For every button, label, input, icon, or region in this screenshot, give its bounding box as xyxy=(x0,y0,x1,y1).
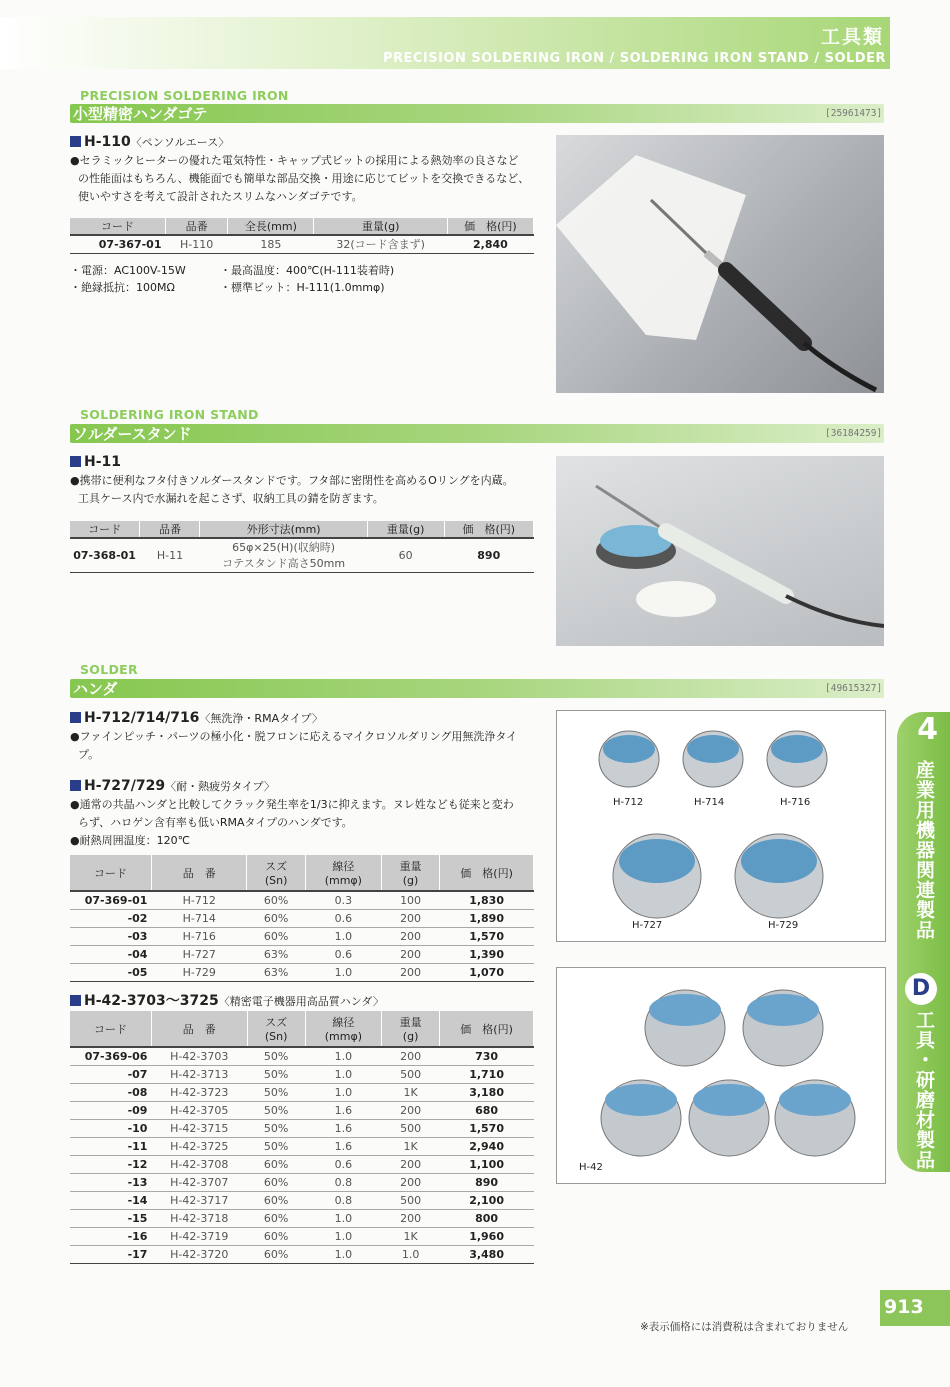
cell-price: 1,070 xyxy=(440,963,534,981)
cell-diameter: 1.0 xyxy=(305,1065,381,1083)
section-iron-code: [25961473] xyxy=(825,108,883,119)
cell-tin: 50% xyxy=(247,1101,305,1119)
cell-price: 1,570 xyxy=(440,927,534,945)
cell-price: 890 xyxy=(440,1173,534,1191)
model-h712-heading: H-712/714/716〈無洗浄・RMAタイプ〉 xyxy=(70,710,323,726)
cell-weight: 200 xyxy=(381,1209,439,1227)
page-category-subtitle: PRECISION SOLDERING IRON / SOLDERING IRON STAND / SOLDER xyxy=(382,51,886,66)
model-h42-heading: H-42-3703〜3725〈精密電子機器用高品質ハンダ〉 xyxy=(70,990,384,1010)
cell-diameter: 0.6 xyxy=(305,1155,381,1173)
cell-weight: 500 xyxy=(381,1191,439,1209)
cell-diameter: 1.0 xyxy=(305,1209,381,1227)
table-row xyxy=(70,945,534,963)
cell-model: H-42-3713 xyxy=(151,1065,247,1083)
cell-tin: 50% xyxy=(247,1083,305,1101)
th-model: 品 番 xyxy=(151,1011,247,1047)
cell-weight: 100 xyxy=(381,891,439,909)
cell-weight: 500 xyxy=(381,1065,439,1083)
cell-weight: 200 xyxy=(381,963,439,981)
cell-code: -04 xyxy=(70,945,151,963)
cell-diameter: 0.6 xyxy=(305,945,381,963)
cell-weight: 1K xyxy=(381,1083,439,1101)
cell-price: 1,390 xyxy=(440,945,534,963)
cell-diameter: 1.0 xyxy=(305,1083,381,1101)
cell-model: H-42-3725 xyxy=(151,1137,247,1155)
cell-price: 680 xyxy=(440,1101,534,1119)
solder-spools-photo-1 xyxy=(556,710,886,942)
model-h11-description: ●携帯に便利なフタ付きソルダースタンドです。フタ部に密閉性を高めるOリングを内蔵。 工具ケース内で水漏れを起こさず、収納工具の錆を防ぎます。 xyxy=(70,474,514,505)
stand-illustration xyxy=(556,456,884,646)
page-category-title: 工具類 xyxy=(820,26,884,48)
model-h727-heading: H-727/729〈耐・熱疲労タイプ〉 xyxy=(70,778,275,794)
cell-weight: 200 xyxy=(381,1173,439,1191)
cell-model: H-42-3708 xyxy=(151,1155,247,1173)
cell-code: -13 xyxy=(70,1173,151,1191)
model-h727-description: ●通常の共晶ハンダと比較してクラック発生率を1/3に抑えます。ヌレ姓なども従来と変わ らず、ハロゲン含有率も低いRMAタイプのハンダです。 ●耐熱周囲温度：120℃ xyxy=(70,798,514,847)
solder-spools-illustration-1 xyxy=(557,711,885,941)
spool-label-h729: H-729 xyxy=(768,920,799,931)
model-h11-heading: H-11 xyxy=(70,454,121,470)
cell-diameter: 1.0 xyxy=(305,963,381,981)
cell-model: H-714 xyxy=(151,909,247,927)
section-iron-bar xyxy=(70,104,884,123)
cell-model: H-716 xyxy=(151,927,247,945)
table-row xyxy=(70,1227,534,1245)
th-tin: スズ (Sn) xyxy=(247,855,305,891)
cell-price: 1,830 xyxy=(440,891,534,909)
th-model: 品 番 xyxy=(151,855,247,891)
cell-diameter: 1.6 xyxy=(305,1101,381,1119)
section-solder-bar xyxy=(70,679,884,698)
cell-code: -08 xyxy=(70,1083,151,1101)
cell-model: H-42-3723 xyxy=(151,1083,247,1101)
cell-diameter: 0.6 xyxy=(305,909,381,927)
cell-tin: 60% xyxy=(247,1245,305,1263)
spec-max-temp: ・最高温度：400℃(H-111装着時) xyxy=(220,264,395,277)
subchapter-letter: D xyxy=(905,973,937,1005)
th-diameter: 線径 (mmφ) xyxy=(305,855,381,891)
section-stand-code: [36184259] xyxy=(825,428,883,439)
spool-label-h716: H-716 xyxy=(780,797,811,808)
table-row xyxy=(70,909,534,927)
solder-spools-photo-2 xyxy=(556,967,886,1184)
th-length: 全長(mm) xyxy=(228,218,314,235)
table-row xyxy=(70,1083,534,1101)
table-row xyxy=(70,1191,534,1209)
spool-label-h714: H-714 xyxy=(694,797,725,808)
th-model: 品番 xyxy=(140,521,200,538)
table-h11 xyxy=(70,521,534,573)
th-weight: 重量 (g) xyxy=(381,1011,439,1047)
spool-label-h712: H-712 xyxy=(613,797,644,808)
section-solder-title: ハンダ xyxy=(73,680,118,698)
bullet-square-icon xyxy=(70,456,81,467)
spec-power: ・電源：AC100V-15W xyxy=(70,264,186,277)
table-row xyxy=(70,1101,534,1119)
cell-tin: 60% xyxy=(247,1155,305,1173)
th-weight: 重量(g) xyxy=(314,218,447,235)
table-h712-h729 xyxy=(70,855,534,982)
table-h42-body xyxy=(70,1047,534,1263)
cell-diameter: 1.0 xyxy=(305,1245,381,1263)
cell-price: 730 xyxy=(440,1047,534,1065)
cell-model: H-42-3703 xyxy=(151,1047,247,1065)
table-row xyxy=(70,1209,534,1227)
cell-tin: 63% xyxy=(247,963,305,981)
cell-weight: 200 xyxy=(381,909,439,927)
cell-code: -03 xyxy=(70,927,151,945)
cell-code: -02 xyxy=(70,909,151,927)
table-h110 xyxy=(70,218,534,254)
spec-insulation: ・絶縁抵抗：100MΩ xyxy=(70,281,175,294)
cell-price: 1,100 xyxy=(440,1155,534,1173)
cell-code: -12 xyxy=(70,1155,151,1173)
cell-diameter: 0.8 xyxy=(305,1173,381,1191)
cell-code: -10 xyxy=(70,1119,151,1137)
cell-model: H-42-3707 xyxy=(151,1173,247,1191)
table-row xyxy=(70,1119,534,1137)
cell-model: H-42-3720 xyxy=(151,1245,247,1263)
cell-diameter: 1.6 xyxy=(305,1119,381,1137)
th-price: 価 格(円) xyxy=(444,521,533,538)
cell-price: 1,710 xyxy=(440,1065,534,1083)
cell-code: -05 xyxy=(70,963,151,981)
bullet-square-icon xyxy=(70,995,81,1006)
cell-tin: 60% xyxy=(247,891,305,909)
cell-tin: 60% xyxy=(247,927,305,945)
th-code: コード xyxy=(70,1011,151,1047)
section-iron-title: 小型精密ハンダゴテ xyxy=(73,105,208,123)
table-h712-body xyxy=(70,891,534,981)
section-stand-title: ソルダースタンド xyxy=(73,425,192,443)
cell-tin: 50% xyxy=(247,1047,305,1065)
table-row xyxy=(70,1047,534,1065)
model-h110-heading: H-110〈ペンソルエース〉 xyxy=(70,134,229,150)
chapter-number: 4 xyxy=(917,712,938,747)
table-h42 xyxy=(70,1011,534,1264)
table-row xyxy=(70,1065,534,1083)
spec-standard-bit: ・標準ビット：H-111(1.0mmφ) xyxy=(220,281,385,294)
cell-price: 2,100 xyxy=(440,1191,534,1209)
cell-diameter: 0.3 xyxy=(305,891,381,909)
cell-tin: 63% xyxy=(247,945,305,963)
cell-price: 1,890 xyxy=(440,909,534,927)
cell-weight: 1K xyxy=(381,1137,439,1155)
soldering-iron-photo xyxy=(556,135,884,393)
model-h712-description: ●ファインピッチ・パーツの極小化・脱フロンに応えるマイクロソルダリング用無洗浄タイ プ。 xyxy=(70,730,518,761)
cell-weight: 200 xyxy=(381,927,439,945)
page-number: 913 xyxy=(884,1296,924,1318)
soldering-iron-illustration xyxy=(556,135,884,393)
section-solder-code: [49615327] xyxy=(825,683,883,694)
cell-code: -09 xyxy=(70,1101,151,1119)
section-stand-bar xyxy=(70,424,884,443)
spool-label-h727: H-727 xyxy=(632,920,663,931)
bullet-square-icon xyxy=(70,136,81,147)
bullet-square-icon xyxy=(70,712,81,723)
chapter-title: 産業用機器関連製品 xyxy=(913,760,935,940)
cell-tin: 60% xyxy=(247,1209,305,1227)
table-row: 07-368-01 H-11 65φ×25(H)(収納時) コテスタンド高さ50mm 60 890 xyxy=(70,538,534,572)
th-diameter: 線径 (mmφ) xyxy=(305,1011,381,1047)
table-row xyxy=(70,1137,534,1155)
cell-weight: 200 xyxy=(381,1155,439,1173)
th-code: コード xyxy=(70,521,140,538)
cell-price: 800 xyxy=(440,1209,534,1227)
th-tin: スズ (Sn) xyxy=(247,1011,305,1047)
th-price: 価 格(円) xyxy=(440,855,534,891)
model-h110-description: ●セラミックヒーターの優れた電気特性・キャップ式ビットの採用による熱効率の良さなど の性能面はもちろん、機能面でも簡単な部品交換・用途に応じてビットを交換できるなど、 使いやすさを考えて設計されたスリムなハンダゴテです。 xyxy=(70,154,530,203)
th-weight: 重量(g) xyxy=(367,521,444,538)
th-price: 価 格(円) xyxy=(447,218,533,235)
cell-code: 07-369-06 xyxy=(70,1047,151,1065)
cell-diameter: 1.0 xyxy=(305,1227,381,1245)
subchapter-title: 工具・研磨材製品 xyxy=(913,1010,935,1170)
cell-weight: 500 xyxy=(381,1119,439,1137)
th-code: コード xyxy=(70,218,165,235)
cell-diameter: 1.0 xyxy=(305,927,381,945)
cell-tin: 50% xyxy=(247,1137,305,1155)
solder-spools-illustration-2 xyxy=(557,968,885,1183)
cell-diameter: 0.8 xyxy=(305,1191,381,1209)
table-row: 07-367-01 H-110 185 32(コード含まず) 2,840 xyxy=(70,235,534,253)
table-row xyxy=(70,1245,534,1263)
cell-code: -15 xyxy=(70,1209,151,1227)
spool-label-h42: H-42 xyxy=(579,1162,603,1173)
cell-model: H-712 xyxy=(151,891,247,909)
table-row xyxy=(70,891,534,909)
cell-model: H-729 xyxy=(151,963,247,981)
th-dimensions: 外形寸法(mm) xyxy=(200,521,367,538)
cell-code: -16 xyxy=(70,1227,151,1245)
cell-code: -14 xyxy=(70,1191,151,1209)
cell-weight: 200 xyxy=(381,945,439,963)
cell-model: H-42-3715 xyxy=(151,1119,247,1137)
cell-diameter: 1.0 xyxy=(305,1047,381,1065)
th-price: 価 格(円) xyxy=(440,1011,534,1047)
cell-diameter: 1.6 xyxy=(305,1137,381,1155)
cell-tin: 60% xyxy=(247,1191,305,1209)
cell-tin: 50% xyxy=(247,1119,305,1137)
section-solder-en: SOLDER xyxy=(80,662,138,677)
cell-code: -11 xyxy=(70,1137,151,1155)
cell-weight: 200 xyxy=(381,1101,439,1119)
cell-price: 1,960 xyxy=(440,1227,534,1245)
cell-model: H-42-3705 xyxy=(151,1101,247,1119)
cell-price: 1,570 xyxy=(440,1119,534,1137)
cell-model: H-42-3717 xyxy=(151,1191,247,1209)
section-iron-en: PRECISION SOLDERING IRON xyxy=(80,88,289,103)
table-row xyxy=(70,927,534,945)
th-weight: 重量 (g) xyxy=(381,855,439,891)
cell-code: -17 xyxy=(70,1245,151,1263)
cell-price: 3,180 xyxy=(440,1083,534,1101)
cell-code: 07-369-01 xyxy=(70,891,151,909)
section-stand-en: SOLDERING IRON STAND xyxy=(80,407,259,422)
th-code: コード xyxy=(70,855,151,891)
table-row xyxy=(70,1155,534,1173)
table-row xyxy=(70,1173,534,1191)
cell-model: H-42-3718 xyxy=(151,1209,247,1227)
tax-footnote: ※表示価格には消費税は含まれておりません xyxy=(640,1321,849,1333)
cell-model: H-727 xyxy=(151,945,247,963)
cell-price: 3,480 xyxy=(440,1245,534,1263)
cell-tin: 50% xyxy=(247,1065,305,1083)
cell-tin: 60% xyxy=(247,1173,305,1191)
bullet-square-icon xyxy=(70,780,81,791)
cell-price: 2,940 xyxy=(440,1137,534,1155)
cell-weight: 1K xyxy=(381,1227,439,1245)
cell-weight: 200 xyxy=(381,1047,439,1065)
table-row xyxy=(70,963,534,981)
cell-tin: 60% xyxy=(247,1227,305,1245)
th-model: 品番 xyxy=(165,218,227,235)
cell-code: -07 xyxy=(70,1065,151,1083)
stand-photo xyxy=(556,456,884,646)
cell-tin: 60% xyxy=(247,909,305,927)
cell-model: H-42-3719 xyxy=(151,1227,247,1245)
cell-weight: 1.0 xyxy=(381,1245,439,1263)
